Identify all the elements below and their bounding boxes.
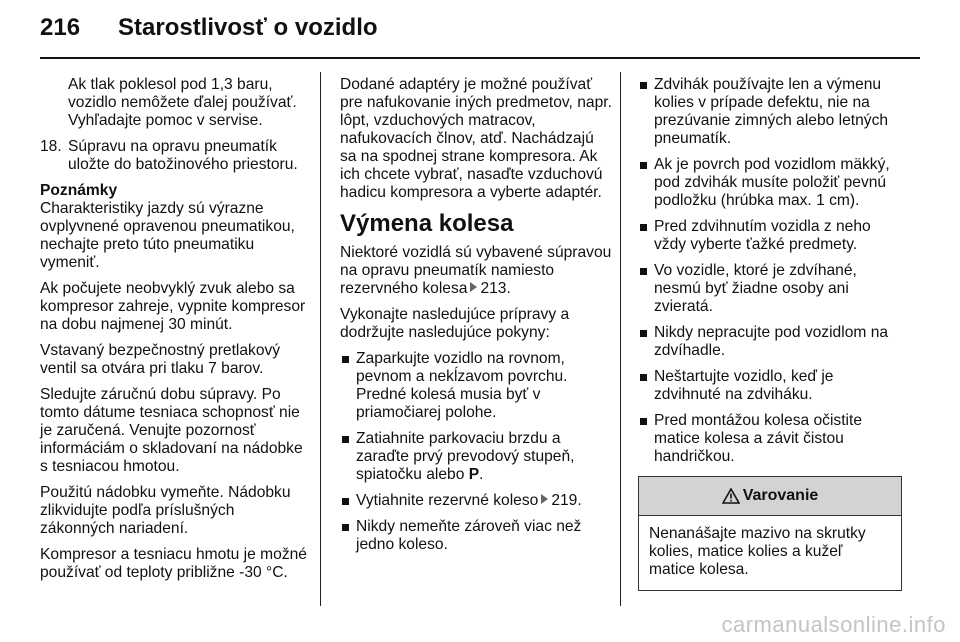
bullet-square-icon xyxy=(342,498,349,505)
paragraph: Sledujte záručnú dobu súpravy. Po tomto dátume tesniaca schopnosť nie je zaručená. Venujte pozornosť informáciám o skladovaní na nádobke s tesniacou hmotou. xyxy=(40,386,303,475)
bullet-text: Vytiahnite rezervné koleso xyxy=(356,492,539,509)
bullet-square-icon xyxy=(640,330,647,337)
column-2 xyxy=(340,76,612,562)
column-3 xyxy=(638,76,904,591)
bullet-item xyxy=(638,368,904,404)
bullet-item xyxy=(638,156,904,210)
bullet-text: Nikdy nemeňte zároveň viac než jedno koleso. xyxy=(356,518,582,553)
bullet-square-icon xyxy=(342,436,349,443)
bullet-square-icon xyxy=(640,418,647,425)
page-ref-link[interactable]: 213. xyxy=(480,280,511,297)
note-text: Charakteristiky jazdy sú výrazne ovplyvnené opravenou pneumatikou, nechajte preto túto pneumatiku vymeniť. xyxy=(40,200,295,271)
note-block xyxy=(40,182,312,272)
bullet-item xyxy=(638,412,904,466)
paragraph-text: Niektoré vozidlá sú vybavené súpravou na opravu pneumatík namiesto rezervného kolesa xyxy=(340,244,612,297)
watermark: carmanualsonline.info xyxy=(721,612,946,637)
page-title: Starostlivosť o vozidlo xyxy=(118,14,378,41)
page-number: 216 xyxy=(40,14,81,41)
bullet-text-end: . xyxy=(479,466,484,483)
section-heading: Výmena kolesa xyxy=(340,210,514,237)
bullet-square-icon xyxy=(640,268,647,275)
warning-box xyxy=(638,476,902,591)
bullet-text: Pred montážou kolesa očistite matice kolesa a závit čistou handričkou. xyxy=(654,412,863,465)
bullet-item xyxy=(340,518,612,554)
item-number: 18. xyxy=(40,138,62,155)
bullet-text: Nikdy nepracujte pod vozidlom na zdvíhadle. xyxy=(654,324,889,359)
header-rule xyxy=(40,57,920,59)
warning-triangle-icon xyxy=(722,488,740,504)
bullet-item xyxy=(638,324,904,360)
warning-title: Varovanie xyxy=(742,487,819,504)
bullet-square-icon xyxy=(640,224,647,231)
paragraph: Vykonajte nasledujúce prípravy a dodržujte nasledujúce pokyny: xyxy=(340,306,570,341)
bullet-item xyxy=(340,492,612,510)
bullet-item xyxy=(340,350,612,422)
column-1 xyxy=(40,76,312,590)
page-ref-arrow-icon xyxy=(470,282,477,292)
bullet-square-icon xyxy=(640,374,647,381)
note-title: Poznámky xyxy=(40,182,118,199)
bullet-text: Ak je povrch pod vozidlom mäkký, pod zdvihák musíte položiť pevnú podložku (hrúbka max. 1 cm). xyxy=(654,156,890,209)
bullet-square-icon xyxy=(342,356,349,363)
column-divider-1 xyxy=(320,72,321,606)
bullet-text: Zatiahnite parkovaciu brzdu a zaraďte prvý prevodový stupeň, spiatočku alebo xyxy=(356,430,575,483)
warning-text: Nenanášajte mazivo na skrutky kolies, matice kolies a kužeľ matice kolesa. xyxy=(649,525,866,578)
bullet-item xyxy=(638,76,904,148)
paragraph: Ak počujete neobvyklý zvuk alebo sa kompresor zahreje, vypnite kompresor na dobu najmenej 30 minút. xyxy=(40,280,306,333)
warning-header xyxy=(639,477,901,516)
bullet-item xyxy=(638,218,904,254)
bullet-text: Neštartujte vozidlo, keď je zdvihnuté na zdviháku. xyxy=(654,368,834,403)
page-ref-arrow-icon xyxy=(541,494,548,504)
bullet-square-icon xyxy=(342,524,349,531)
page-header xyxy=(40,14,920,48)
bullet-item xyxy=(340,430,612,484)
column-divider-2 xyxy=(620,72,621,606)
gear-position-p: P xyxy=(468,466,480,483)
paragraph-with-ref xyxy=(340,244,612,298)
paragraph: Dodané adaptéry je možné používať pre nafukovanie iných predmetov, napr. lôpt, vzduchových matracov, nafukovacích člnov, atď. Nachádzajú sa na spodnej strane kompresora. Ak ich chcete vybrať, nasaďte vzduchovú hadicu kompresora a vyberte adaptér. xyxy=(340,76,612,201)
bullet-square-icon xyxy=(640,162,647,169)
paragraph-continued: Ak tlak poklesol pod 1,3 baru, vozidlo nemôžete ďalej používať. Vyhľadajte pomoc v servise. xyxy=(68,76,297,129)
paragraph: Použitú nádobku vymeňte. Nádobku zlikvidujte podľa príslušných zákonných nariadení. xyxy=(40,484,291,537)
bullet-item xyxy=(638,262,904,316)
bullet-text: Vo vozidle, ktoré je zdvíhané, nesmú byť žiadne osoby ani zvieratá. xyxy=(654,262,857,315)
bullet-text: Pred zdvihnutím vozidla z neho vždy vyberte ťažké predmety. xyxy=(654,218,871,253)
page-ref-link[interactable]: 219. xyxy=(551,492,582,509)
paragraph: Kompresor a tesniacu hmotu je možné používať od teploty približne -30 °C. xyxy=(40,546,307,581)
bullet-text: Zdvihák používajte len a výmenu kolies v prípade defektu, nie na prezúvanie zimných alebo letných pneumatík. xyxy=(654,76,889,147)
paragraph: Vstavaný bezpečnostný pretlakový ventil sa otvára pri tlaku 7 barov. xyxy=(40,342,281,377)
numbered-item-18 xyxy=(40,138,312,174)
item-text: Súpravu na opravu pneumatík uložte do batožinového priestoru. xyxy=(68,138,298,173)
bullet-text: Zaparkujte vozidlo na rovnom, pevnom a nekĺzavom povrchu. Predné kolesá musia byť v priamočiarej polohe. xyxy=(356,350,568,421)
bullet-square-icon xyxy=(640,82,647,89)
